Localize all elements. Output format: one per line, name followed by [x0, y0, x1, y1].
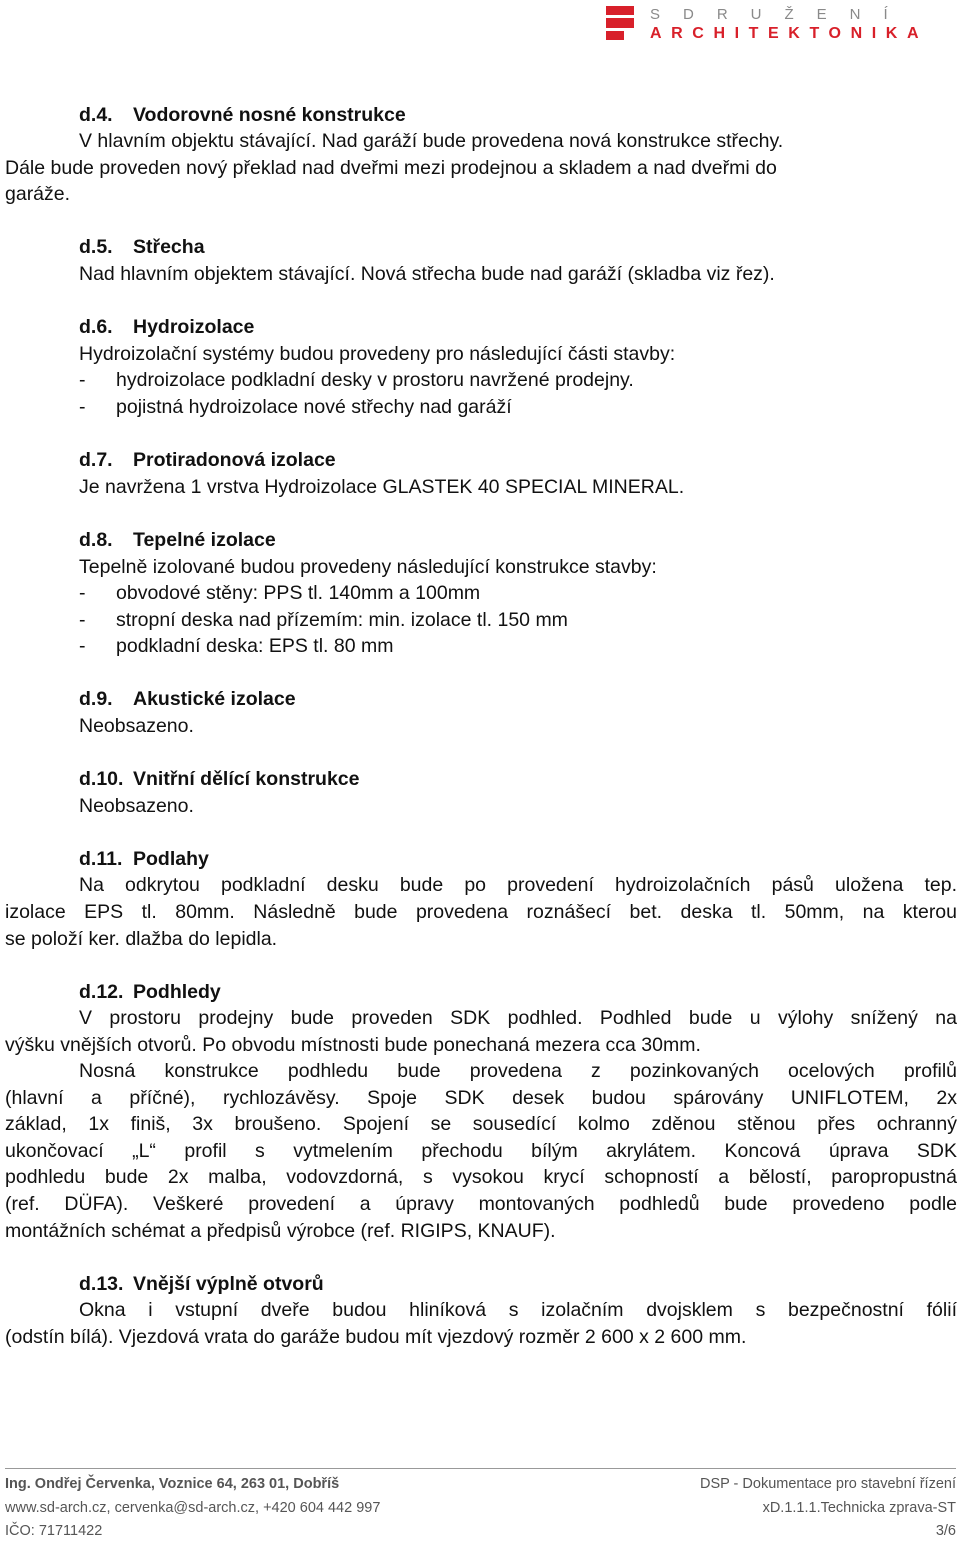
paragraph-line: Nosná konstrukce podhledu bude provedena z pozinkovaných ocelových profilů	[79, 1060, 957, 1082]
logo-mark-icon	[606, 6, 634, 40]
paragraph-line: montážních schémat a předpisů výrobce (ref. RIGIPS, KNAUF).	[5, 1220, 556, 1242]
section-number: d.9.	[79, 688, 113, 710]
section-heading-d5	[79, 234, 957, 260]
section-title: Vnitřní dělící konstrukce	[133, 768, 360, 790]
footer-divider	[5, 1468, 956, 1469]
section-number: d.5.	[79, 236, 113, 258]
paragraph-line: výšku vnějších otvorů. Po obvodu místnosti bude ponechaná mezera cca 30mm.	[5, 1034, 701, 1056]
section-heading-d11	[79, 846, 957, 872]
list-item: - podkladní deska: EPS tl. 80 mm	[79, 635, 394, 657]
paragraph-line: Na odkrytou podkladní desku bude po provedení hydroizolačních pásů uložena tep.	[79, 874, 957, 896]
section-heading-d4	[79, 102, 957, 128]
section-number: d.7.	[79, 449, 113, 471]
paragraph-line: Je navržena 1 vrstva Hydroizolace GLASTEK 40 SPECIAL MINERAL.	[79, 476, 685, 498]
paragraph-line: Dále bude proveden nový překlad nad dveřmi mezi prodejnou a skladem a nad dveřmi do	[5, 157, 777, 179]
paragraph-line: Neobsazeno.	[79, 795, 194, 817]
logo-text-bottom: ARCHITEKTONIKA	[650, 25, 929, 42]
paragraph-line: V prostoru prodejny bude proveden SDK podhled. Podhled bude u výlohy snížený na	[79, 1007, 957, 1029]
footer-document-type: DSP - Dokumentace pro stavební řízení	[699, 1476, 956, 1492]
paragraph-line: garáže.	[5, 183, 71, 205]
section-title: Střecha	[133, 236, 205, 258]
paragraph-line: Neobsazeno.	[79, 715, 194, 737]
list-item: - hydroizolace podkladní desky v prostoru navržené prodejny.	[79, 369, 634, 391]
paragraph-line: ukončovací „L“ profil s vytmelením přechodu bílým akrylátem. Koncová úprava SDK	[5, 1140, 957, 1162]
section-title: Vnější výplně otvorů	[133, 1273, 324, 1295]
section-heading-d12	[79, 979, 957, 1005]
section-number: d.6.	[79, 316, 113, 338]
footer-author: Ing. Ondřej Červenka, Voznice 64, 263 01, Dobříš	[5, 1476, 340, 1492]
paragraph-line: podhledu bude 2x malba, vodovzdorná, s vysokou krycí schopností a bělostí, paropropustná	[5, 1166, 957, 1188]
list-item: - stropní deska nad přízemím: min. izolace tl. 150 mm	[79, 609, 568, 631]
paragraph-line: Hydroizolační systémy budou provedeny pro následující části stavby:	[79, 343, 676, 365]
footer-ico: IČO: 71711422	[5, 1523, 103, 1539]
section-title: Protiradonová izolace	[133, 449, 336, 471]
paragraph-line: (ref. DÜFA). Veškeré provedení a úpravy montovaných podhledů bude provedeno podle	[5, 1193, 957, 1215]
section-heading-d9	[79, 686, 957, 712]
paragraph-line: V hlavním objektu stávající. Nad garáží bude provedena nová konstrukce střechy.	[79, 130, 784, 152]
paragraph-line: se položí ker. dlažba do lepidla.	[5, 928, 278, 950]
section-title: Tepelné izolace	[133, 529, 276, 551]
section-number: d.12.	[79, 981, 124, 1003]
section-title: Akustické izolace	[133, 688, 296, 710]
paragraph-line: (hlavní a příčné), rychlozávěsy. Spoje SDK desek budou spárovány UNIFLOTEM, 2x	[5, 1087, 957, 1109]
footer-page-number: 3/6	[935, 1523, 956, 1539]
paragraph-line: (odstín bílá). Vjezdová vrata do garáže budou mít vjezdový rozměr 2 600 x 2 600 mm.	[5, 1326, 747, 1348]
section-heading-d6	[79, 314, 957, 340]
company-logo	[606, 6, 956, 42]
paragraph-line: Okna i vstupní dveře budou hliníková s izolačním dvojsklem s bezpečnostní fólií	[79, 1299, 957, 1321]
section-number: d.10.	[79, 768, 124, 790]
footer-contacts: www.sd-arch.cz, cervenka@sd-arch.cz, +420 604 442 997	[5, 1500, 381, 1516]
list-item: - pojistná hydroizolace nové střechy nad garáží	[79, 396, 512, 418]
section-number: d.8.	[79, 529, 113, 551]
section-heading-d10	[79, 766, 957, 792]
section-title: Podlahy	[133, 848, 209, 870]
logo-text-top: SDRUŽENÍ	[650, 6, 911, 23]
section-title: Vodorovné nosné konstrukce	[133, 104, 406, 126]
section-number: d.13.	[79, 1273, 124, 1295]
paragraph-line: izolace EPS tl. 80mm. Následně bude provedena roznášecí bet. deska tl. 50mm, na kterou	[5, 901, 957, 923]
list-item: - obvodové stěny: PPS tl. 140mm a 100mm	[79, 582, 481, 604]
section-number: d.4.	[79, 104, 113, 126]
paragraph-line: Tepelně izolované budou provedeny následující konstrukce stavby:	[79, 556, 657, 578]
section-heading-d7	[79, 447, 957, 473]
section-number: d.11.	[79, 848, 123, 870]
section-heading-d8	[79, 527, 957, 553]
section-title: Podhledy	[133, 981, 221, 1003]
paragraph-line: základ, 1x finiš, 3x broušeno. Spojení se sousedící kolmo zděnou stěnou přes ochranný	[5, 1113, 957, 1135]
paragraph-line: Nad hlavním objektem stávající. Nová střecha bude nad garáží (skladba viz řez).	[79, 263, 775, 285]
section-title: Hydroizolace	[133, 316, 255, 338]
section-heading-d13	[79, 1271, 957, 1297]
footer-document-code: xD.1.1.1.Technicka zprava-ST	[762, 1500, 956, 1516]
